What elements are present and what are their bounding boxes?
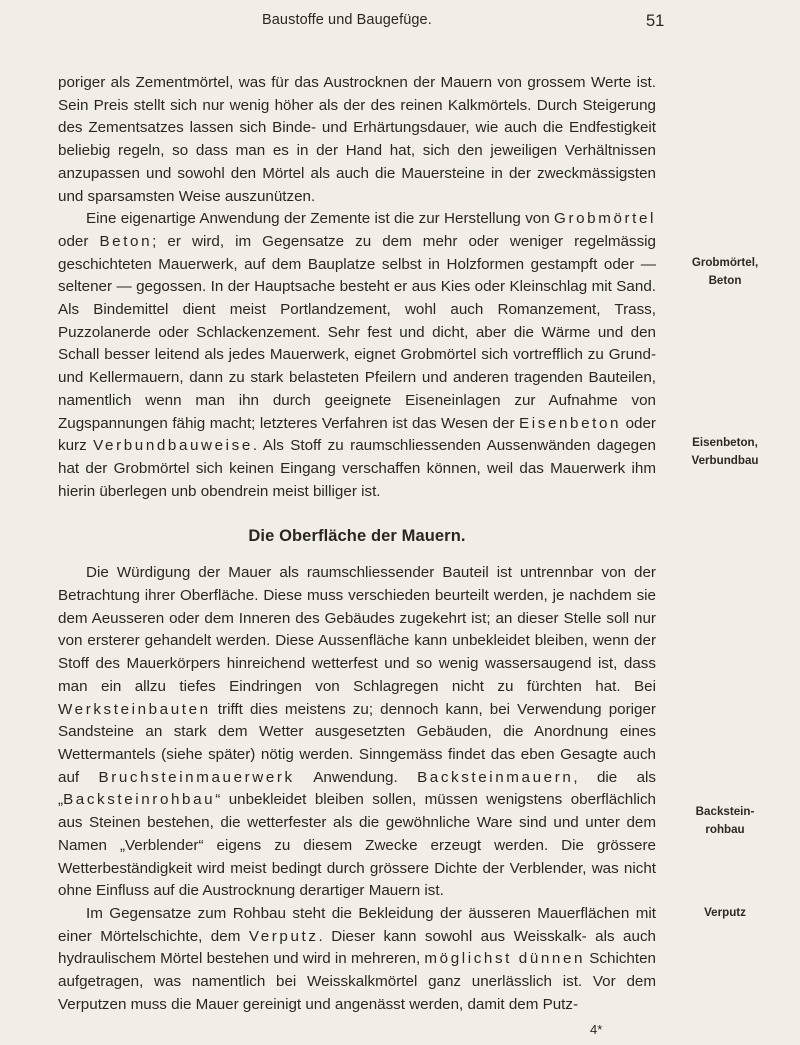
term-backsteinmauern: Backsteinmauern [417,768,574,786]
term-backsteinrohbau: Backsteinrohbau [63,791,216,809]
running-title: Baustoffe und Baugefüge. [262,12,432,28]
paragraph-oberflaeche [58,562,656,903]
margin-note-line: Backstein- [695,805,755,818]
margin-note-eisenbeton [650,434,800,470]
margin-note-line: Verputz [704,906,746,919]
text-run: Schichten aufgetragen, was namentlich bei Weisskalkmörtel ganz unerlässlich ist. Vor dem Verputzen muss die Mauer gereinigt und angenässt werden, damit dem Putz- [58,950,656,1013]
paragraph-grobmoertel [58,208,656,503]
margin-note-line: Beton [708,274,742,287]
text-run: oder [58,232,100,250]
term-moeglichst-duennen: möglichst dünnen [424,950,586,968]
signature-mark: 4* [590,1022,603,1037]
term-verputz: Verputz [248,927,319,945]
paragraph-continuation: poriger als Zementmörtel, was für das Austrocknen der Mauern von grossem Werte ist. Sein Preis stellt sich nur wenig höher als der des reinen Kalkmörtels. Durch Steigerung des Zementsatzes lassen sich Binde- und Erhärtungsdauer, wie auch die Endfestigkeit beliebig regeln, so dass man es in der Hand hat, sich den jeweiligen Verhältnissen anzupassen und sowohl den Mörtel als auch die Mauersteine in der zweckmässigsten und sparsamsten Weise auszunützen. [58,74,656,205]
margin-note-line: Verbundbau [691,454,759,467]
text-run: Im Gegensatze zum Rohbau steht die Bekleidung der äusseren Mauerflächen mit einer Mörtelschichte, dem [58,904,656,945]
text-run: oder kurz [58,414,656,455]
text-run: “ unbekleidet bleiben sollen, müssen wenigstens oberflächlich aus Steinen bestehen, die wetterfester als die gewöhnliche Ware sind und unter dem Namen „Verblender“ eigens zu diesem Zwecke erzeugt werden. Die grössere Wetterbeständigkeit wird meist bedingt durch grössere Dichte der Verblender, was nicht ohne Einfluss auf die Austrocknung derartiger Mauern ist. [58,791,656,900]
margin-note-line: Grobmörtel, [691,256,759,269]
text-run: Die Würdigung der Mauer als raumschliessender Bauteil ist untrennbar von der Betrachtung ihrer Oberfläche. Diese muss verschieden beurteilt werden, je nachdem sie dem Aeusseren oder dem Inneren des Gebäudes zugekehrt ist; an dieser Stelle soll nur von ersterer gehandelt werden. Diese Aussenfläche kann unbekleidet bleiben, wenn der Stoff des Mauerkörpers hinreichend wetterfest und so wenig wassersaugend ist, dass man ein allzu tiefes Eindringen von Schlagregen nicht zu fürchten hat. Bei [58,564,656,695]
term-werksteinbauten: Werksteinbauten [58,700,211,718]
margin-note-backsteinrohbau [650,803,800,839]
paragraph-verputz [58,903,656,1017]
text-run: . Dieser kann sowohl aus Weisskalk- als auch hydraulischem Mörtel bestehen und wird in mehreren, [58,927,656,968]
margin-note-grobmoertel [650,254,800,290]
text-run: , die als „ [58,768,657,809]
margin-note-verputz [650,904,800,922]
text-run: trifft dies meistens zu; dennoch kann, bei Verwendung poriger Sandsteine an stark dem Wetter ausgesetzten Gebäuden, die Anordnung eines Wettermantels (siehe später) nötig werden. Sinngemäss findet das eben Gesagte auch auf [58,700,656,786]
section-heading: Die Oberfläche der Mauern. [248,527,466,546]
term-verbundbauweise: Verbundbauweise [93,437,253,455]
term-grobmoertel: Grobmörtel [554,210,656,228]
text-run: Eine eigenartige Anwendung der Zemente ist die zur Herstellung von [86,210,555,228]
term-bruchsteinmauerwerk: Bruchsteinmauerwerk [98,768,295,786]
page-number: 51 [646,12,665,30]
margin-note-line: rohbau [705,823,745,836]
term-eisenbeton: Eisenbeton [519,414,622,432]
body-text [58,72,656,1016]
page-header [0,12,800,52]
margin-note-line: Eisenbeton, [692,436,758,449]
term-beton: Beton [99,232,153,250]
text-run: . Als Stoff zu raumschliessenden Aussenwänden dagegen hat der Grobmörtel sich keinen Eingang verschaffen können, weil das Mauerwerk ihm hierin überlegen unb obendrein meist billiger ist. [58,437,656,500]
text-run: ; er wird, im Gegensatze zu dem mehr oder weniger regelmässig geschichteten Mauerwerk, auf dem Bauplatze selbst in Holzformen gestampft oder — seltener — gegossen. In der Hauptsache besteht er aus Kies oder Kleinschlag mit Sand. Als Bindemittel dient meist Portlandzement, wohl auch Romanzement, Trass, Puzzolanerde oder Schlackenzement. Sehr fest und dicht, aber die Wärme und den Schall besser leitend als jedes Mauerwerk, eignet Grobmörtel sich vortrefflich zu Grund- und Kellermauern, dann zu stark belasteten Pfeilern und anderen tragenden Bauteilen, namentlich wenn man ihn durch geeignete Eiseneinlagen zur Aufnahme von Zugspannungen fähig macht; letzteres Verfahren ist das Wesen der [58,232,656,432]
text-run: Anwendung. [294,768,418,786]
